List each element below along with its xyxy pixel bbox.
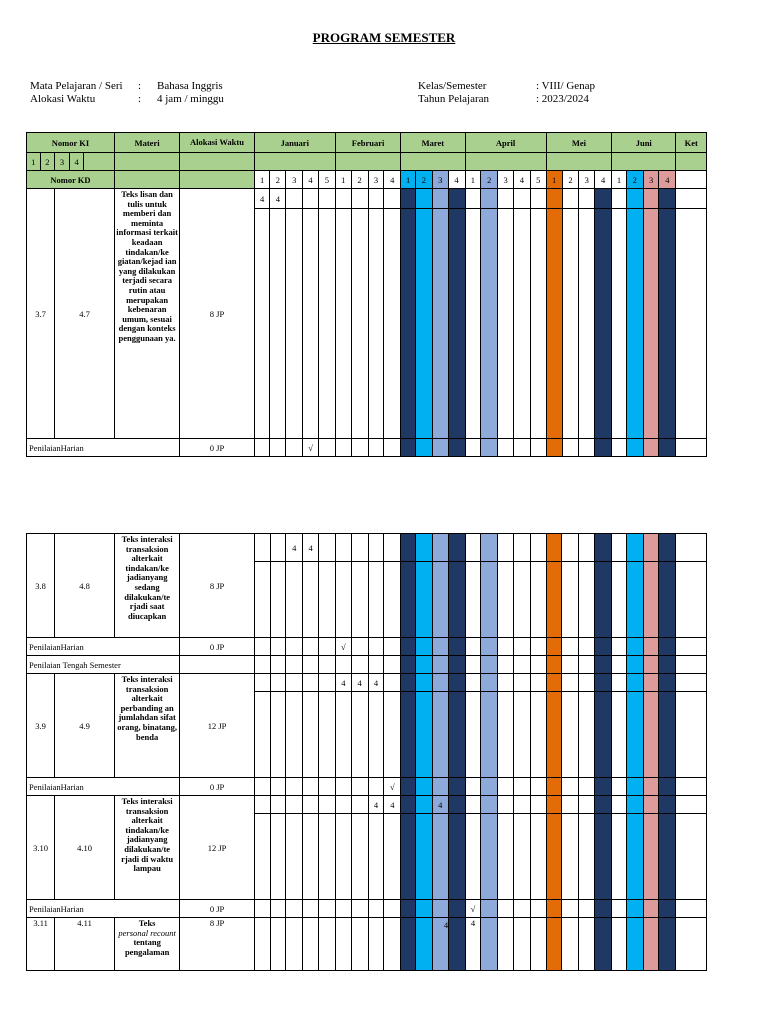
kd-row-3-8-top <box>27 534 707 562</box>
ki-number-1: 1 <box>27 153 41 171</box>
materi-line-a: Teks <box>138 918 156 928</box>
alokasi-cell: 0 JP <box>180 900 254 918</box>
alokasi-cell: 8 JP <box>180 534 254 638</box>
week-value: 4 <box>254 189 270 209</box>
materi-header: Materi <box>114 133 179 153</box>
week-num: 1 <box>546 171 562 189</box>
month-mei: Mei <box>546 133 611 153</box>
penilaian-harian-label: PenilaianHarian <box>27 638 180 656</box>
week-value: 4 <box>368 674 384 692</box>
ki4-cell: 4.8 <box>55 534 115 638</box>
penilaian-harian-label: PenilaianHarian <box>27 900 180 918</box>
week-value: 4 <box>286 534 303 562</box>
header-row-2 <box>27 153 707 171</box>
week-num: 3 <box>498 171 514 189</box>
week-num: 3 <box>286 171 303 189</box>
materi-line-b: personal recount <box>118 927 176 938</box>
week-num: 4 <box>303 171 319 189</box>
week-num: 3 <box>643 171 659 189</box>
kelas-value: : VIII/ Genap <box>536 80 596 92</box>
tahun-value: : 2023/2024 <box>536 93 589 105</box>
info-left-values <box>157 80 224 106</box>
week-num: 1 <box>465 171 481 189</box>
ki3-cell: 3.7 <box>27 189 55 439</box>
week-num: 2 <box>415 171 432 189</box>
ki-number-2: 2 <box>40 153 55 171</box>
week-num: 4 <box>595 171 612 189</box>
penilaian-harian-row <box>27 900 707 918</box>
penilaian-harian-row <box>27 638 707 656</box>
month-maret: Maret <box>401 133 465 153</box>
kd-row-3-10-top <box>27 796 707 814</box>
materi-cell: Teks interaksi transaksion alterkait tindakan/ke jadianyang sedang dilakukan/te rjadi saat diucapkan <box>114 534 179 638</box>
ki4-cell: 4.7 <box>55 189 115 439</box>
week-value: 4 <box>384 796 401 814</box>
info-left-labels <box>30 80 123 106</box>
week-num: 2 <box>626 171 643 189</box>
week-value: 4 <box>351 674 368 692</box>
month-januari: Januari <box>254 133 335 153</box>
ket-header: Ket <box>676 133 707 153</box>
info-left-seps <box>138 80 141 106</box>
week-num: 4 <box>448 171 465 189</box>
week-num: 1 <box>612 171 627 189</box>
alokasi-label: Alokasi Waktu <box>30 93 96 105</box>
mapel-sep: : <box>138 80 142 92</box>
kd-row-3-7-top <box>27 189 707 209</box>
check-mark: √ <box>335 638 351 656</box>
ki4-cell: 4.9 <box>55 674 115 778</box>
week-num: 2 <box>481 171 498 189</box>
week-header-row <box>27 171 707 189</box>
check-mark: √ <box>465 900 481 918</box>
kd-row-3-9-top <box>27 674 707 692</box>
alokasi-sep: : <box>138 93 142 105</box>
ki4-cell: 4.11 <box>55 918 115 971</box>
ki-number-4: 4 <box>69 153 84 171</box>
penilaian-harian-row <box>27 778 707 796</box>
ki3-cell: 3.10 <box>27 796 55 900</box>
week-num: 3 <box>368 171 384 189</box>
month-april: April <box>465 133 546 153</box>
week-num: 4 <box>384 171 401 189</box>
nomor-kd-header: Nomor KD <box>27 171 115 189</box>
alokasi-cell: 8 JP <box>180 189 254 439</box>
nomor-ki-header: Nomor KI <box>27 133 115 153</box>
penilaian-harian-row <box>27 439 707 457</box>
materi-cell: Teks interaksi transaksion alterkait perbanding an jumlahdan sifat orang, binatang, benda <box>114 674 179 778</box>
materi-line-c: tentang pengalaman <box>124 937 170 957</box>
program-semester-table-2 <box>26 533 707 971</box>
kd311-maret-week-value: 4 <box>443 920 449 930</box>
week-value: 4 <box>465 918 481 971</box>
alokasi-cell: 0 JP <box>180 439 254 457</box>
week-num: 5 <box>530 171 546 189</box>
mapel-label: Mata Pelajaran / Seri <box>30 80 123 92</box>
week-num: 5 <box>318 171 335 189</box>
week-num: 2 <box>562 171 579 189</box>
info-right-values <box>536 80 595 106</box>
ki3-cell: 3.9 <box>27 674 55 778</box>
month-februari: Februari <box>335 133 400 153</box>
program-semester-table-1 <box>26 132 707 457</box>
header-row-1 <box>27 133 707 153</box>
materi-cell: Teks lisan dan tulis untuk memberi dan meminta informasi terkait keadaan tindakan/ke giatan/kejad ian yang dilakukan terjadi secara rutin atau merupakan kebenaran umum, sesuai dengan konteks penggunaan ya. <box>114 189 179 439</box>
materi-cell: Teks interaksi transaksion alterkait tindakan/ke jadianyang dilakukan/te rjadi di waktu lampau <box>114 796 179 900</box>
week-num: 3 <box>579 171 595 189</box>
ki3-cell: 3.8 <box>27 534 55 638</box>
week-value: 4 <box>270 189 286 209</box>
week-num: 2 <box>351 171 368 189</box>
week-value: 4 <box>335 674 351 692</box>
penilaian-tengah-semester-row <box>27 656 707 674</box>
week-value: 4 <box>368 796 384 814</box>
week-num: 1 <box>401 171 416 189</box>
pts-label: Penilaian Tengah Semester <box>27 656 180 674</box>
page-title: PROGRAM SEMESTER <box>312 30 456 45</box>
alokasi-value: 4 jam / minggu <box>157 93 224 105</box>
week-value: 4 <box>303 534 319 562</box>
week-num: 2 <box>270 171 286 189</box>
ki4-cell: 4.10 <box>55 796 115 900</box>
tahun-label: Tahun Pelajaran <box>418 93 490 105</box>
kd-row-3-11 <box>27 918 707 971</box>
alokasi-cell: 0 JP <box>180 778 254 796</box>
alokasi-cell: 8 JP <box>180 918 254 971</box>
week-num: 3 <box>432 171 448 189</box>
ki-number-3: 3 <box>55 153 70 171</box>
month-juni: Juni <box>612 133 676 153</box>
ki3-cell: 3.11 <box>27 918 55 971</box>
alokasi-cell: 0 JP <box>180 638 254 656</box>
week-value: 4 <box>432 796 448 814</box>
alokasi-cell: 12 JP <box>180 674 254 778</box>
materi-cell <box>114 918 179 971</box>
alokasi-header: Alokasi Waktu <box>180 133 254 153</box>
week-num: 1 <box>254 171 270 189</box>
check-mark: √ <box>384 778 401 796</box>
week-num: 4 <box>513 171 530 189</box>
penilaian-harian-label: PenilaianHarian <box>27 778 180 796</box>
kelas-label: Kelas/Semester <box>418 80 487 92</box>
week-num: 4 <box>659 171 676 189</box>
week-num: 1 <box>335 171 351 189</box>
alokasi-cell: 12 JP <box>180 796 254 900</box>
penilaian-harian-label: PenilaianHarian <box>27 439 180 457</box>
info-right-labels <box>418 80 489 106</box>
check-mark: √ <box>303 439 319 457</box>
mapel-value: Bahasa Inggris <box>157 80 223 92</box>
